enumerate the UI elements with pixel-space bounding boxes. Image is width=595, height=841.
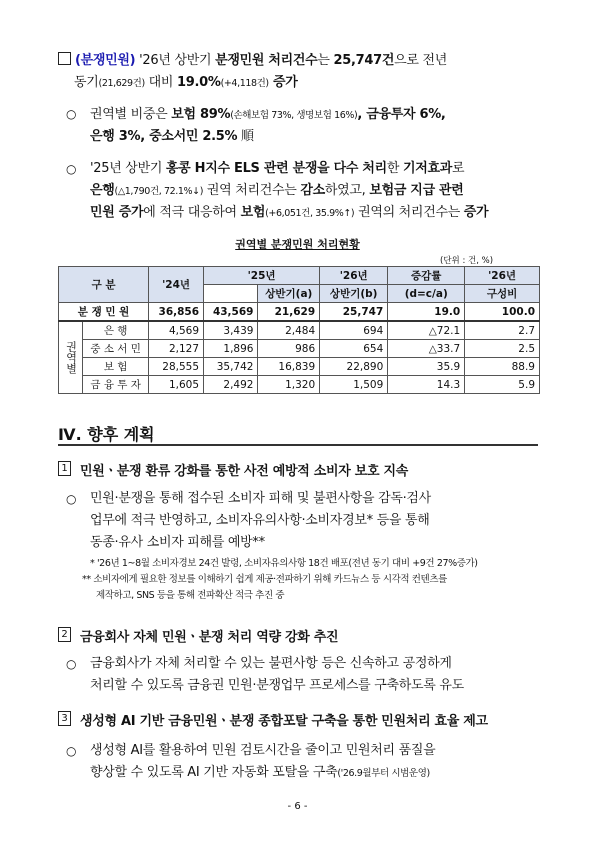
table-row: 권역별 은 행 4,569 3,439 2,484 694 △72.1 2.7 [59,321,540,340]
p1-note-1: * '26년 1~8월 소비자경보 24건 발령, 소비자유의사항 18건 배포(전년 동기 대비 +9건 27%증가) [90,558,478,569]
header-share: '26년 [465,267,540,285]
checkbox-icon [58,52,71,65]
header-26: '26년 [320,267,388,285]
bullet-icon: ○ [66,162,77,176]
bullet-icon: ○ [66,744,77,758]
plan-2-title: 금융회사 자체 민원ㆍ분쟁 처리 역량 강화 추진 [80,630,339,645]
plan-3-title: 생성형 AI 기반 금융민원ㆍ분쟁 종합포탈 구축을 통한 민원처리 효율 제고 [80,714,488,729]
p3-line-2: 향상할 수 있도록 AI 기반 자동화 포탈을 구축('26.9월부터 시범운영) [90,765,430,780]
table-title: 권역별 분쟁민원 처리현황 [235,238,360,251]
p1-line-3: 동종·유사 소비자 피해를 예방** [90,535,265,550]
bullet-icon: ○ [66,492,77,506]
group-label: 권역별 [59,321,83,394]
header-share-2: 구성비 [465,285,540,303]
header-25-blank [204,285,258,303]
b2-line-3: 민원 증가에 적극 대응하여 보험(+6,051건, 35.9%↑) 권역의 처리건수는 증가 [90,205,489,220]
header-gubun: 구 분 [59,267,149,303]
p3-line-1: 생성형 AI를 활용하여 민원 검토시간을 줄이고 민원처리 품질을 [90,743,436,758]
bullet-icon: ○ [66,107,77,121]
table-row: 중 소 서 민 2,127 1,896 986 654 △33.7 2.5 [59,340,540,358]
header-24: '24년 [149,267,204,303]
p2-line-1: 금융회사가 자체 처리할 수 있는 불편사항 등은 신속하고 공정하게 [90,656,452,671]
plan-number-box: 1 [58,461,71,476]
plan-number-box: 2 [58,627,71,642]
b2-line-1: '25년 상반기 홍콩 H지수 ELS 관련 분쟁을 다수 처리한 기저효과로 [90,161,465,176]
table-row-total: 분 쟁 민 원 36,856 43,569 21,629 25,747 19.0 100.0 [59,303,540,322]
p1-note-3: 제작하고, SNS 등을 통해 전파확산 적극 추진 중 [96,590,285,601]
plan-1-title: 민원ㆍ분쟁 환류 강화를 통한 사전 예방적 소비자 보호 지속 [80,464,408,479]
p1-line-1: 민원·분쟁을 통해 접수된 소비자 피해 및 불편사항을 감독·검사 [90,491,431,506]
table-unit: (단위 : 건, %) [440,256,494,266]
section-divider [58,444,538,446]
table-header-row [59,267,540,285]
complaint-table [58,266,540,394]
p2-line-2: 처리할 수 있도록 금융권 민원·분쟁업무 프로세스를 구축하도록 유도 [90,678,464,693]
p1-note-2: ** 소비자에게 필요한 정보를 이해하기 쉽게 제공·전파하기 위해 카드뉴스 등 시각적 컨텐츠를 [82,574,447,585]
header-rate-2: (d=c/a) [388,285,465,303]
header-26-half: 상반기(b) [320,285,388,303]
b2-line-2: 은행(△1,790건, 72.1%↓) 권역 처리건수는 감소하였고, 보험금 지급 관련 [90,183,464,198]
page-number: - 6 - [287,801,308,812]
plan-number-box: 3 [58,711,71,726]
b1-line-1: 권역별 비중은 보험 89%(손해보험 73%, 생명보험 16%), 금융투자 6%, [90,107,446,122]
intro-line-2: 동기(21,629건) 대비 19.0%(+4,118건) 증가 [74,75,298,90]
b1-line-2: 은행 3%, 중소서민 2.5% 順 [90,129,254,144]
intro-line-1: (분쟁민원) '26년 상반기 분쟁민원 처리건수는 25,747건으로 전년 [58,52,447,70]
section-heading: Ⅳ. 향후 계획 [58,425,155,444]
header-25: '25년 [204,267,320,285]
header-rate: 증감률 [388,267,465,285]
bullet-icon: ○ [66,657,77,671]
p1-line-2: 업무에 적극 반영하고, 소비자유의사항·소비자경보* 등을 통해 [90,513,430,528]
header-25-half: 상반기(a) [258,285,320,303]
table-row: 보 험 28,555 35,742 16,839 22,890 35.9 88.9 [59,358,540,376]
table-row: 금 융 투 자 1,605 2,492 1,320 1,509 14.3 5.9 [59,376,540,394]
